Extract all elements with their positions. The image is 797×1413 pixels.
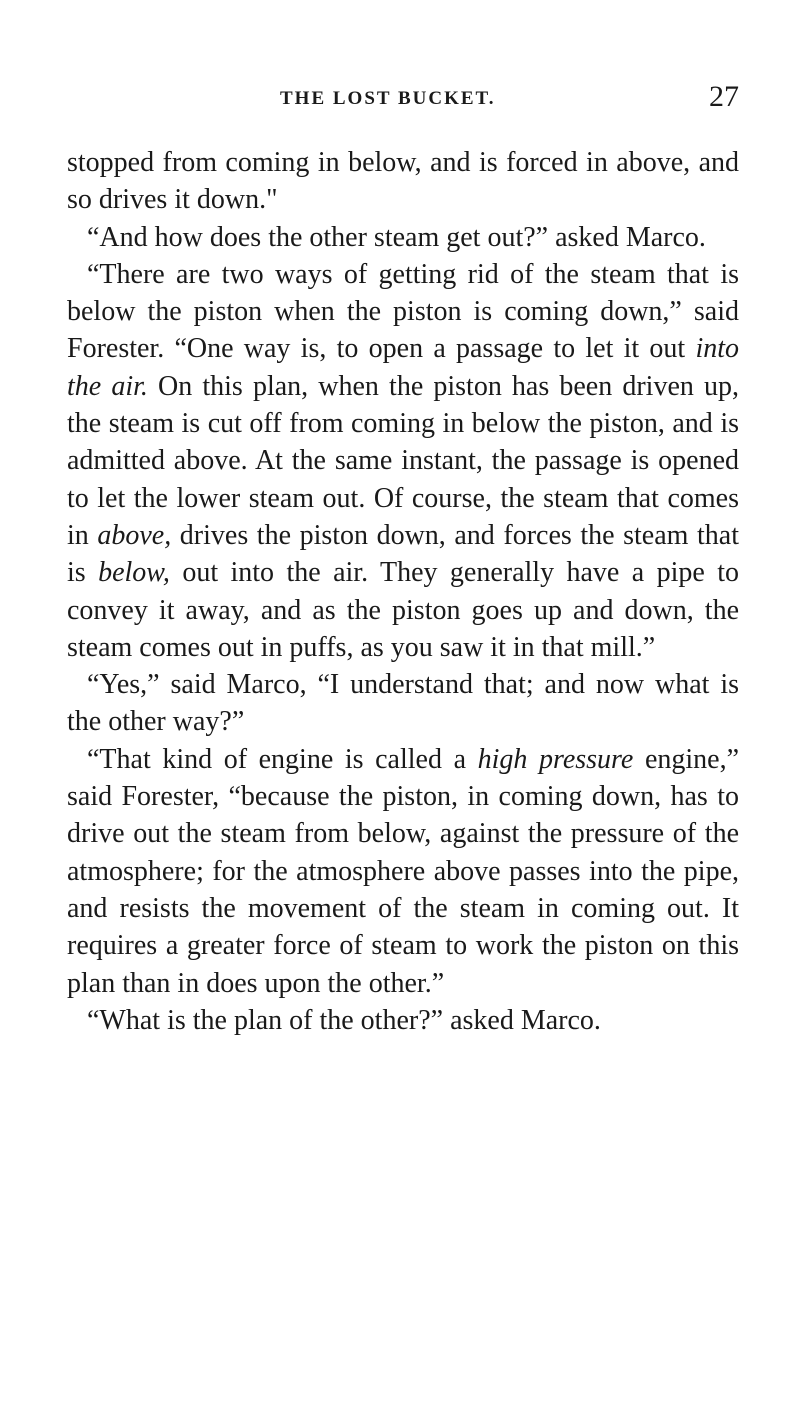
page-number: 27	[709, 80, 739, 113]
running-head	[0, 80, 797, 120]
paragraph-5-text-1: “That kind of engine is called a	[87, 743, 478, 775]
emphasis-below: below,	[98, 557, 170, 589]
paragraph-6: “What is the plan of the other?” asked Marco.	[87, 1004, 601, 1036]
emphasis-into-the-air: into the air.	[67, 333, 739, 402]
paragraph-2: “And how does the other steam get out?” asked Marco.	[87, 221, 706, 253]
paragraph-3	[67, 256, 739, 666]
emphasis-high-pressure: high pressure	[477, 743, 634, 775]
paragraph-5	[67, 741, 739, 1002]
emphasis-above: above,	[97, 519, 172, 551]
paragraph-3-text-3: drives the piston down, and forces the steam that is	[67, 519, 739, 589]
paragraph-3-text-1: “There are two ways of getting rid of the steam that is below the piston when the piston is coming down,” said Forester. “One way is, to open a passage to let it out	[67, 258, 739, 365]
running-title: THE LOST BUCKET.	[280, 88, 496, 109]
paragraph-4: “Yes,” said Marco, “I understand that; and now what is the other way?”	[67, 669, 739, 738]
paragraph-3-text-2: On this plan, when the piston has been driven up, the steam is cut off from coming in below the piston, and is admitted above. At the same instant, the passage is opened to let the lower steam out. Of course, the steam that comes in	[67, 370, 740, 551]
paragraph-1: stopped from coming in below, and is forced in above, and so drives it down."	[67, 147, 739, 216]
paragraph-3-text-4: out into the air. They generally have a pipe to convey it away, and as the piston goes up and down, the steam comes out in puffs, as you saw it in that mill.”	[67, 557, 739, 663]
paragraph-5-text-2: engine,” said Forester, “because the piston, in coming down, has to drive out the steam from below, against the pressure of the atmosphere; for the atmosphere above passes into the pipe, and resists the movement of the steam in coming out. It requires a greater force of steam to work the piston on this plan than in does upon the other.”	[67, 743, 740, 999]
body-text	[67, 144, 739, 1039]
